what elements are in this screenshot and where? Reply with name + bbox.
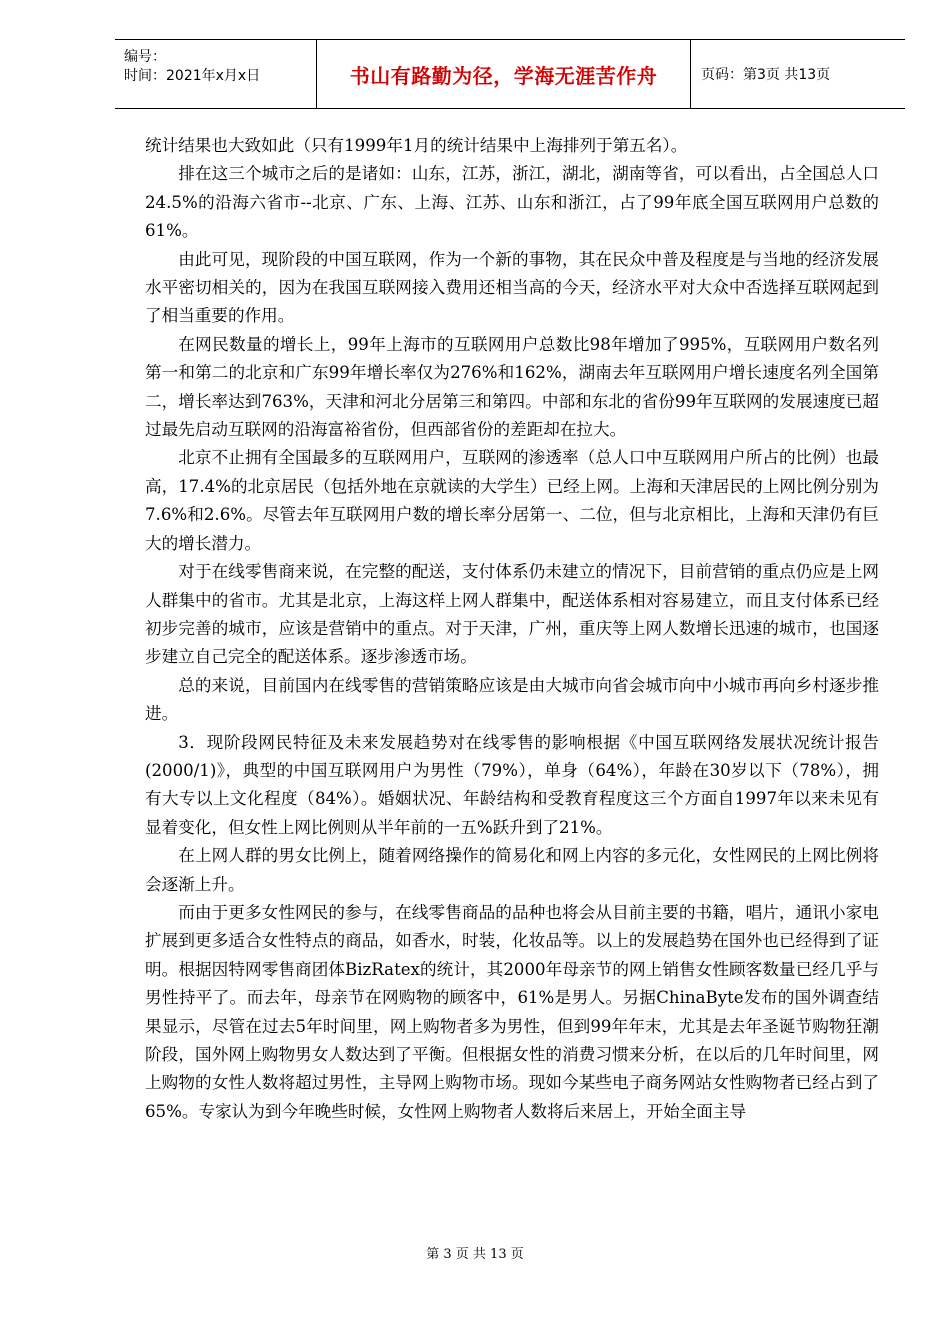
paragraph: 总的来说，目前国内在线零售的营销策略应该是由大城市向省会城市向中小城市再向乡村逐步推进。 xyxy=(145,675,879,724)
header-time-label: 时间：2021年x月x日 xyxy=(124,68,261,84)
paragraph: 北京不止拥有全国最多的互联网用户，互联网的渗透率（总人口中互联网用户所占的比例）也最高，17.4%的北京居民（包括外地在京就读的大学生）已经上网。上海和天津居民的上网比例分别为7.6%和2.6%。尽管去年互联网用户数的增长率分居第一、二位，但与北京相比，上海和天津仍有巨大的增长潜力。 xyxy=(145,448,879,553)
header-motto-cell xyxy=(317,40,691,108)
header-number-label: 编号： xyxy=(124,49,166,65)
paragraph: 统计结果也大致如此（只有1999年1月的统计结果中上海排列于第五名）。 xyxy=(145,136,688,155)
document-body xyxy=(145,132,879,1126)
header-page-label: 页码：第3页 共13页 xyxy=(701,67,831,83)
header-page-cell xyxy=(691,40,905,108)
paragraph: 而由于更多女性网民的参与，在线零售商品的品种也将会从目前主要的书籍，唱片，通讯小家电扩展到更多适合女性特点的商品，如香水，时装，化妆品等。以上的发展趋势在国外也已经得到了证明。根据因特网零售商团体BizRatex的统计，其2000年母亲节的网上销售女性顾客数量已经几乎与男性持平了。而去年，母亲节在网购物的顾客中，61%是男人。另据ChinaByte发布的国外调查结果显示，尽管在过去5年时间里，网上购物者多为男性，但到99年年末，尤其是去年圣诞节购物狂潮阶段，国外网上购物男女人数达到了平衡。但根据女性的消费习惯来分析，在以后的几年时间里，网上购物的女性人数将超过男性，主导网上购物市场。现如今某些电子商务网站女性购物者已经占到了65%。专家认为到今年晚些时候，女性网上购物者人数将后来居上，开始全面主导 xyxy=(145,902,879,1121)
paragraph: 排在这三个城市之后的是诸如：山东，江苏，浙江，湖北，湖南等省，可以看出，占全国总人口24.5%的沿海六省市--北京、广东、上海、江苏、山东和浙江，占了99年底全国互联网用户总数的61%。 xyxy=(145,164,879,241)
paragraph: 在上网人群的男女比例上，随着网络操作的简易化和网上内容的多元化，女性网民的上网比例将会逐渐上升。 xyxy=(145,846,879,894)
page-footer: 第 3 页 共 13 页 xyxy=(426,1247,524,1262)
paragraph: 由此可见，现阶段的中国互联网，作为一个新的事物，其在民众中普及程度是与当地的经济发展水平密切相关的，因为在我国互联网接入费用还相当高的今天，经济水平对大众中否选择互联网起到了相当重要的作用。 xyxy=(145,249,879,326)
paragraph: 在网民数量的增长上，99年上海市的互联网用户总数比98年增加了995%，互联网用户数名列第一和第二的北京和广东99年增长率仅为276%和162%，湖南去年互联网用户增长速度名列全国第二，增长率达到763%，天津和河北分居第三和第四。中部和东北的省份99年互联网的发展速度已超过最先启动互联网的沿海富裕省份，但西部省份的差距却在拉大。 xyxy=(145,334,879,440)
header-info-cell xyxy=(115,40,317,108)
paragraph: 3．现阶段网民特征及未来发展趋势对在线零售的影响根据《中国互联网络发展状况统计报告(2000/1)》，典型的中国互联网用户为男性（79%），单身（64%），年龄在30岁以下（78%），拥有大专以上文化程度（84%）。婚姻状况、年龄结构和受教育程度这三个方面自1997年以来未见有显着变化，但女性上网比例则从半年前的一五%跃升到了21%。 xyxy=(145,732,879,837)
page-header xyxy=(115,39,905,109)
paragraph: 对于在线零售商来说，在完整的配送，支付体系仍未建立的情况下，目前营销的重点仍应是上网人群集中的省市。尤其是北京，上海这样上网人群集中，配送体系相对容易建立，而且支付体系已经初步完善的城市，应该是营销中的重点。对于天津，广州，重庆等上网人数增长迅速的城市，也国逐步建立自己完全的配送体系。逐步渗透市场。 xyxy=(145,562,879,667)
header-motto: 书山有路勤为径，学海无涯苦作舟 xyxy=(349,63,658,88)
